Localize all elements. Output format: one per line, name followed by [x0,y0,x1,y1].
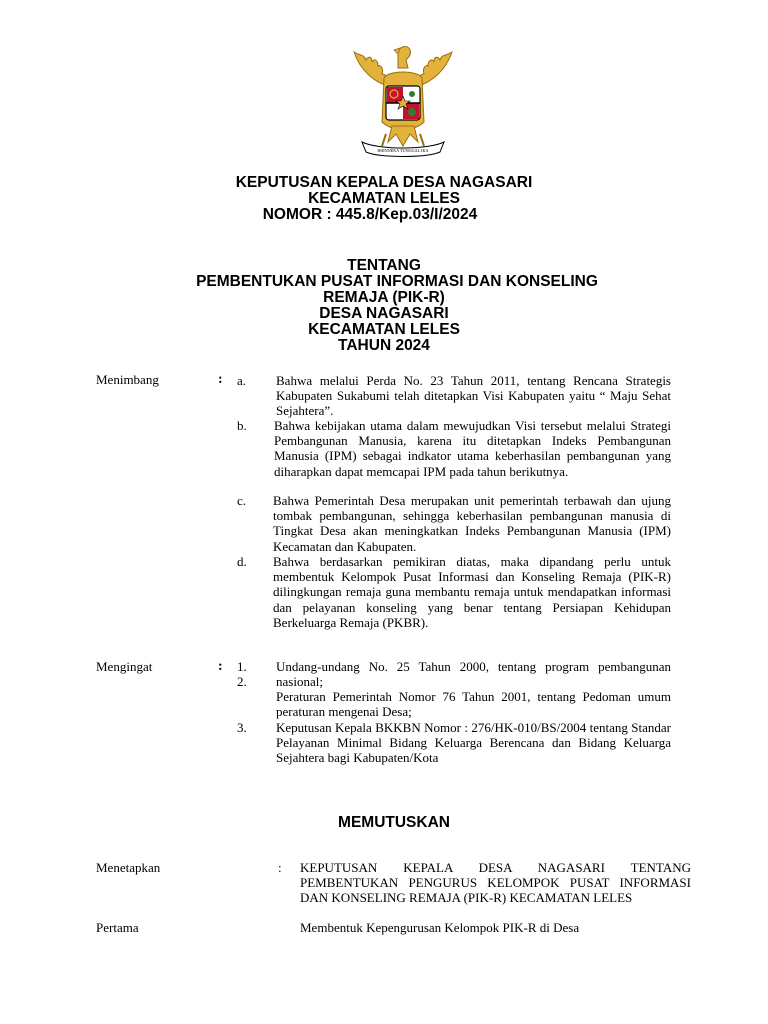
mengingat-item-3: Keputusan Kepala BKKBN Nomor : 276/HK-010/BS/2004 tentang Standar Pelayanan Minimal Bidang Keluarga Berencana dan Bidang Keluarga Sejahtera bagi Kabupaten/Kota [276,720,671,766]
title-line-3: REMAJA (PIK-R) [323,289,445,306]
header-line-2: KECAMATAN LELES [308,190,460,207]
pertama-text: Membentuk Kepengurusan Kelompok PIK-R di Desa [300,920,580,935]
menimbang-item-a: Bahwa melalui Perda No. 23 Tahun 2011, tentang Rencana Strategis Kabupaten Sukabumi telah ditetapkan Visi Kabupaten yaitu “ Maju Sehat Sejahtera”. [276,373,671,419]
garuda-emblem-icon [348,42,458,158]
mengingat-marker-3: 3. [237,720,247,735]
mengingat-marker-2: 2. [237,674,247,689]
menimbang-marker-b: b. [237,418,247,433]
menetapkan-colon: : [278,860,282,875]
mengingat-colon: : [218,659,223,674]
decree-title [0,258,768,354]
mengingat-item-1: Undang-undang No. 25 Tahun 2000, tentang program pembangunan nasional; [276,659,671,690]
title-line-1: TENTANG [347,257,421,274]
memutuskan-heading: MEMUTUSKAN [338,814,450,831]
menimbang-label: Menimbang [96,372,159,387]
menimbang-marker-d: d. [237,554,247,569]
header-line-3: NOMOR : 445.8/Kep.03/I/2024 [262,206,478,223]
header-line-1: KEPUTUSAN KEPALA DESA NAGASARI [235,174,533,191]
menimbang-marker-c: c. [237,493,247,508]
menetapkan-text: KEPUTUSAN KEPALA DESA NAGASARI TENTANG PEMBENTUKAN PENGURUS KELOMPOK PUSAT INFORMASI DAN KONSELING REMAJA (PIK-R) KECAMATAN LELES [300,860,691,906]
mengingat-label: Mengingat [96,659,153,674]
menimbang-marker-a: a. [237,373,247,388]
menimbang-item-c: Bahwa Pemerintah Desa merupakan unit pemerintah terbawah dan ujung tombak pembangunan, sehingga keberhasilan pembangunan manusia di Tingkat Desa akan meningkatkan Indeks Pembangunan Manusia (IPM) Kecamatan dan Kabupaten. [273,493,671,554]
menimbang-item-b: Bahwa kebijakan utama dalam mewujudkan Visi tersebut melalui Strategi Pembangunan Manusia, karena itu ditetapkan Indeks Pembangunan Manusia (IPM) sebagai indkator utama keberhasilan pembangunan yang diharapkan dapat memcapai IPM pada tahun berikutnya. [274,418,671,479]
title-line-5: KECAMATAN LELES [308,321,460,338]
mengingat-item-2: Peraturan Pemerintah Nomor 76 Tahun 2001, tentang Pedoman umum peraturan mengenai Desa; [276,689,671,720]
title-line-6: TAHUN 2024 [338,337,430,354]
decree-header [0,175,768,223]
menimbang-item-d: Bahwa berdasarkan pemikiran diatas, maka dipandang perlu untuk membentuk Kelompok Pusat Informasi dan Konseling Remaja (PIK-R) dilingkungan remaja guna membantu remaja untuk mendapatkan informasi dan pelayanan konseling yang benar tentang Persiapan Kehidupan Berkeluarga Remaja (PKBR). [273,554,671,630]
pertama-label: Pertama [96,920,139,935]
emblem-motto: BHINNEKA TUNGGAL IKA [377,148,429,153]
title-line-4: DESA NAGASARI [319,305,449,322]
menimbang-colon: : [218,372,223,387]
title-line-2: PEMBENTUKAN PUSAT INFORMASI DAN KONSELING [196,273,598,290]
menetapkan-label: Menetapkan [96,860,161,875]
mengingat-marker-1: 1. [237,659,247,674]
